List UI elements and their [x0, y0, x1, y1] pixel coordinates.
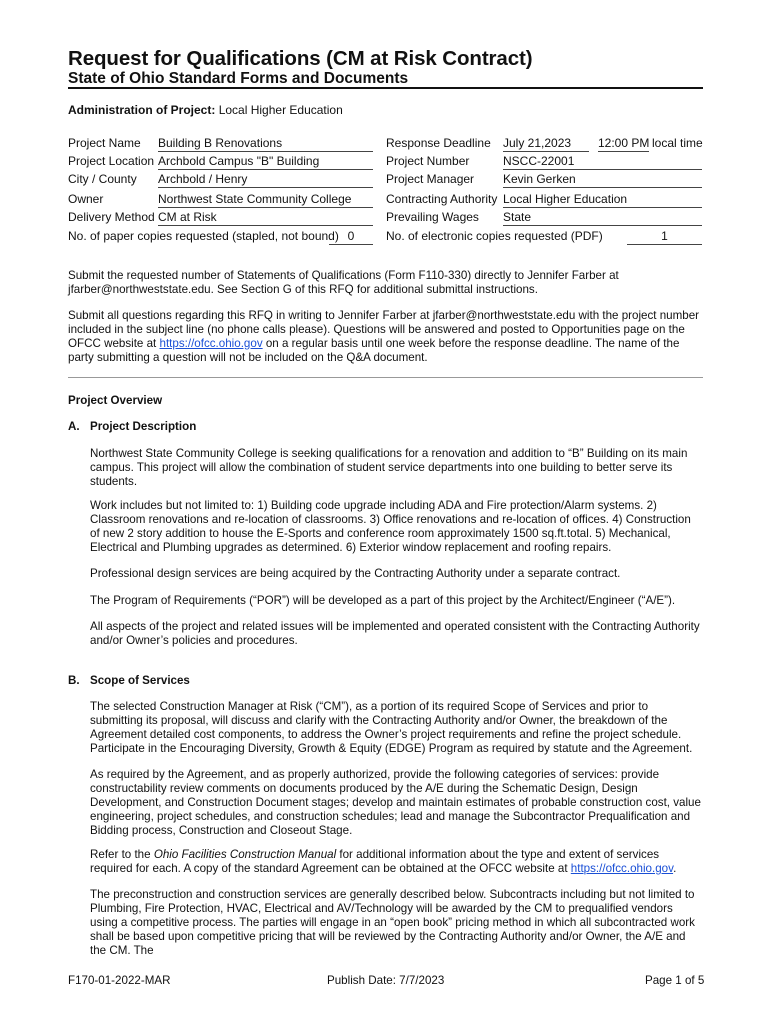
- scope-paragraph-2: As required by the Agreement, and as properly authorized, provide the following categories of services: provide constructability review comments on documents produced by the A/E during the Schematic Design, Design Development, and Construction Document stages; develop and maintain estimates of probable construction cost, value engineering, project schedules, and construction schedules; lead and manage the Subcontractor Prequalification and Bidding process, Construction and Closeout Stage.: [90, 768, 701, 837]
- electronic-copies-label: No. of electronic copies requested (PDF): [386, 229, 603, 243]
- construction-manual-title: Ohio Facilities Construction Manual: [153, 848, 337, 861]
- description-paragraph-5: All aspects of the project and related issues will be implemented and operated consistent with the Contracting Authority and/or Owner’s policies and procedures.: [90, 620, 700, 647]
- prevailing-wages-label: Prevailing Wages: [386, 210, 479, 224]
- section-b-letter: B.: [68, 674, 80, 687]
- section-a-heading: Project Description: [90, 420, 197, 433]
- form-id: F170-01-2022-MAR: [68, 974, 171, 987]
- prevailing-wages-value: State: [503, 210, 702, 226]
- page-number: Page 1 of 5: [645, 974, 705, 987]
- owner-value: Northwest State Community College: [158, 192, 373, 208]
- publish-date: Publish Date: 7/7/2023: [327, 974, 445, 987]
- ofcc-website-link[interactable]: https://ofcc.ohio.gov: [159, 336, 263, 350]
- project-overview-heading: Project Overview: [68, 394, 163, 407]
- description-paragraph-3: Professional design services are being acquired by the Contracting Authority under a separate contract.: [90, 567, 621, 580]
- administration-label: Administration of Project:: [68, 103, 216, 117]
- project-manager-label: Project Manager: [386, 172, 475, 186]
- contracting-authority-label: Contracting Authority: [386, 192, 498, 206]
- section-a-letter: A.: [68, 420, 80, 433]
- city-county-value: Archbold / Henry: [158, 172, 373, 188]
- scope-p3-middle: for additional information about the type and extent of services required for each. A copy of the standard Agreement can be obtained at the OFCC website at: [90, 848, 660, 875]
- administration-value: Local Higher Education: [218, 103, 343, 117]
- scope-paragraph-4: The preconstruction and construction services are generally described below. Subcontracts including but not limited to Plumbing, Fire Protection, HVAC, Electrical and AV/Technology will be awarded by the CM to prequalified vendors using a competitive process. The parties will engage in an “open book” pricing method in which all subcontracted work shall be based upon competitive pricing that will be reviewed by the Contracting Authority and/or Owner, the A/E and the CM. The: [90, 888, 695, 957]
- scope-p3-start: Refer to the: [90, 848, 154, 861]
- administration-line: [68, 103, 343, 117]
- project-manager-value: Kevin Gerken: [503, 172, 702, 188]
- questions-text-start: Submit all questions regarding this RFQ in writing to Jennifer Farber at jfarber@northweststate.edu with the project number included in the subject line (no phone calls please). Questions will be answered and posted to Opportunities page on the OFCC website at: [68, 309, 700, 350]
- response-deadline-suffix: local time: [652, 136, 703, 150]
- questions-instructions: [68, 309, 708, 365]
- contracting-authority-value: Local Higher Education: [503, 192, 702, 208]
- scope-p3-end: .: [673, 861, 677, 875]
- submittal-instructions: Submit the requested number of Statements of Qualifications (Form F110-330) directly to Jennifer Farber at jfarber@northweststate.edu. See Section G of this RFQ for additional submittal instructions.: [68, 269, 619, 296]
- description-paragraph-4: The Program of Requirements (“POR”) will be developed as a part of this project by the Architect/Engineer (“A/E”).: [90, 594, 676, 607]
- scope-paragraph-3: [90, 848, 702, 876]
- description-paragraph-1: Northwest State Community College is seeking qualifications for a renovation and addition to “B” Building on its main campus. This project will allow the combination of student service departments into one building to better serve its students.: [90, 447, 688, 488]
- section-divider: [68, 377, 703, 378]
- response-deadline-time: 12:00 PM: [598, 136, 650, 150]
- electronic-copies-value: 1: [627, 229, 702, 245]
- document-subtitle: State of Ohio Standard Forms and Documents: [68, 70, 409, 87]
- paper-copies-label: No. of paper copies requested (stapled, not bound): [68, 229, 339, 243]
- project-location-label: Project Location: [68, 154, 155, 168]
- project-number-value: NSCC-22001: [503, 154, 702, 170]
- delivery-method-value: CM at Risk: [158, 210, 373, 226]
- response-deadline-label: Response Deadline: [386, 136, 491, 150]
- header-divider: [68, 87, 703, 89]
- project-number-label: Project Number: [386, 154, 470, 168]
- section-b-heading: Scope of Services: [90, 674, 190, 687]
- ofcc-agreement-link[interactable]: https://ofcc.ohio.gov: [570, 861, 674, 875]
- document-title: Request for Qualifications (CM at Risk Contract): [68, 47, 533, 70]
- response-deadline-date: July 21,2023: [503, 136, 589, 152]
- owner-label: Owner: [68, 192, 104, 206]
- scope-paragraph-1: The selected Construction Manager at Risk (“CM”), as a portion of its required Scope of Services and prior to submitting its proposal, will discuss and clarify with the Contracting Authority and/or Owner, the breakdown of the Agreement detailed cost components, to address the Owner’s project requirements and refine the project schedule. Participate in the Encouraging Diversity, Growth & Equity (EDGE) Program as required by statute and the Agreement.: [90, 700, 693, 755]
- city-county-label: City / County: [68, 172, 137, 186]
- paper-copies-value: 0: [329, 229, 373, 245]
- questions-text-end: on a regular basis until one week before the response deadline. The name of the party submitting a question will not be included on the Q&A document.: [68, 336, 680, 364]
- delivery-method-label: Delivery Method: [68, 210, 155, 224]
- project-location-value: Archbold Campus "B" Building: [158, 154, 373, 170]
- project-name-label: Project Name: [68, 136, 141, 150]
- description-paragraph-2: Work includes but not limited to: 1) Building code upgrade including ADA and Fire protection/Alarm systems. 2) Classroom renovations and re-location of classrooms. 3) Office renovations and re-location of offices. 4) Construction of new 2 story addition to house the E-Sports and conference room approximately 1500 sq.ft.total. 5) Mechanical, Electrical and Plumbing upgrades as determined. 6) Exterior window replacement and roofing repairs.: [90, 499, 691, 554]
- project-name-value: Building B Renovations: [158, 136, 373, 152]
